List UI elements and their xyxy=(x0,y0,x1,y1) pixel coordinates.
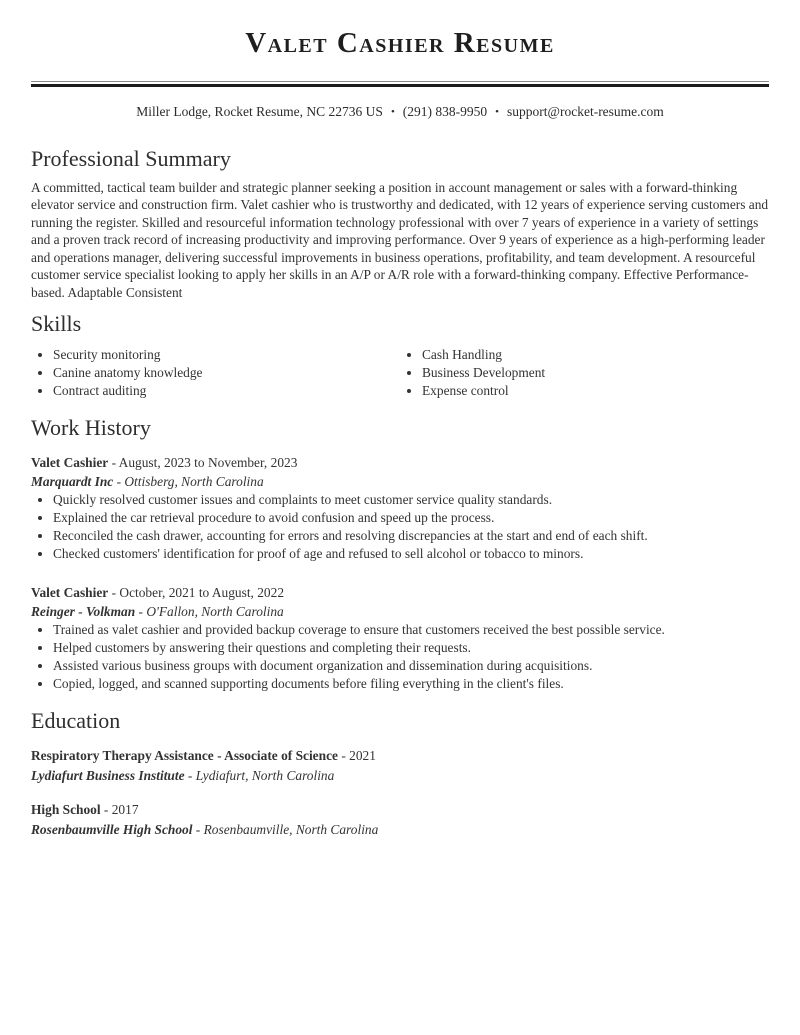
education-entry xyxy=(31,800,769,839)
job-bullet-list xyxy=(31,621,769,693)
skill-item: • Cash Handling xyxy=(422,346,769,364)
summary-heading: Professional Summary xyxy=(31,145,231,171)
education-school: Rosenbaumville High School xyxy=(31,821,193,837)
job-bullet: • Checked customers' identification for proof of age and refused to sell alcohol or tobacco to minors. xyxy=(53,545,769,563)
skills-heading: Skills xyxy=(31,311,82,336)
summary-paragraph: A committed, tactical team builder and strategic planner seeking a position in account management or sales with a forward-thinking elevator service and construction firm. Valet cashier who is trustworthy and dedicated, with 12 years of experience serving customers and running the register. Skilled and resourceful information technology professional with over 7 years of experience in a variety of settings and a proven track record of increasing productivity and improving performance. Over 9 years of experience as a high-performing leader and operations manager, delivering successful improvements in business operations, profitability, and team development. A resourceful customer service specialist looking to apply her skills in an A/P or A/R role with a forward-thinking company. Effective Performance-based. Adaptable Consistent xyxy=(31,179,769,300)
job-dates: October, 2021 to August, 2022 xyxy=(119,585,285,600)
job-bullet-list xyxy=(31,491,769,563)
header-divider xyxy=(31,81,769,87)
contact-separator-dot: • xyxy=(495,105,500,118)
job-title: Valet Cashier xyxy=(31,455,109,470)
job-location: Ottisberg, North Carolina xyxy=(124,474,264,489)
education-location: Lydiafurt, North Carolina xyxy=(195,767,335,783)
dash-separator: - xyxy=(100,802,112,817)
skills-list-left xyxy=(31,346,400,400)
skill-item: • Expense control xyxy=(422,382,769,400)
skill-item: • Business Development xyxy=(422,364,769,382)
skills-columns xyxy=(31,346,769,400)
section-professional-summary xyxy=(31,146,769,302)
job-company-line xyxy=(31,602,769,621)
dash-separator: - xyxy=(108,585,120,600)
job-entry xyxy=(31,453,769,563)
skills-column-right xyxy=(400,346,769,400)
dash-separator: - xyxy=(337,748,350,763)
education-year: 2021 xyxy=(349,748,376,763)
contact-email: support@rocket-resume.com xyxy=(507,103,664,119)
job-company: Marquardt Inc xyxy=(31,474,114,489)
job-bullet: • Copied, logged, and scanned supporting documents before filing everything in the client's files. xyxy=(53,675,769,693)
job-title: Valet Cashier xyxy=(31,585,109,600)
divider-line-thick xyxy=(31,84,769,87)
job-location: O'Fallon, North Carolina xyxy=(146,604,284,619)
skills-list-right xyxy=(400,346,769,400)
education-degree-line xyxy=(31,800,769,820)
education-school-line xyxy=(31,766,769,786)
resume-header xyxy=(31,26,769,120)
page-title: Valet Cashier Resume xyxy=(245,27,555,59)
job-bullet: • Helped customers by answering their questions and completing their requests. xyxy=(53,639,769,657)
education-entry xyxy=(31,746,769,785)
work-history-heading: Work History xyxy=(31,415,151,440)
dash-separator: - xyxy=(113,474,125,489)
job-title-line xyxy=(31,583,769,602)
contact-line xyxy=(31,104,769,120)
education-degree-line xyxy=(31,746,769,766)
job-company-line xyxy=(31,472,769,491)
dash-separator: - xyxy=(192,821,204,837)
section-education xyxy=(31,708,769,839)
education-location: Rosenbaumville, North Carolina xyxy=(203,821,379,837)
job-company: Reinger - Volkman xyxy=(31,604,136,619)
dash-separator: - xyxy=(108,455,119,470)
dash-separator: - xyxy=(184,767,196,783)
job-bullet: • Trained as valet cashier and provided backup coverage to ensure that customers received the best possible service. xyxy=(53,621,769,639)
contact-separator-dot: • xyxy=(390,105,395,118)
education-degree: Respiratory Therapy Assistance - Associate of Science xyxy=(31,748,338,763)
education-school: Lydiafurt Business Institute xyxy=(31,767,185,783)
job-title-line xyxy=(31,453,769,472)
education-school-line xyxy=(31,820,769,840)
job-dates: August, 2023 to November, 2023 xyxy=(118,455,298,470)
section-skills xyxy=(31,311,769,400)
skill-item: • Contract auditing xyxy=(53,382,400,400)
education-degree: High School xyxy=(31,802,101,817)
divider-line-thin xyxy=(31,81,769,82)
job-bullet: • Quickly resolved customer issues and complaints to meet customer service quality standards. xyxy=(53,491,769,509)
skill-item: • Security monitoring xyxy=(53,346,400,364)
skills-column-left xyxy=(31,346,400,400)
job-bullet: • Reconciled the cash drawer, accounting for errors and resolving discrepancies at the start and end of each shift. xyxy=(53,527,769,545)
dash-separator: - xyxy=(135,604,147,619)
education-heading: Education xyxy=(31,708,121,733)
contact-address: Miller Lodge, Rocket Resume, NC 22736 US xyxy=(136,103,383,119)
job-entry xyxy=(31,583,769,693)
contact-phone: (291) 838-9950 xyxy=(402,103,488,119)
education-year: 2017 xyxy=(111,802,139,817)
skill-item: • Canine anatomy knowledge xyxy=(53,364,400,382)
section-work-history xyxy=(31,415,769,693)
job-bullet: • Explained the car retrieval procedure to avoid confusion and speed up the process. xyxy=(53,509,769,527)
job-bullet: • Assisted various business groups with document organization and dissemination during acquisitions. xyxy=(53,657,769,675)
